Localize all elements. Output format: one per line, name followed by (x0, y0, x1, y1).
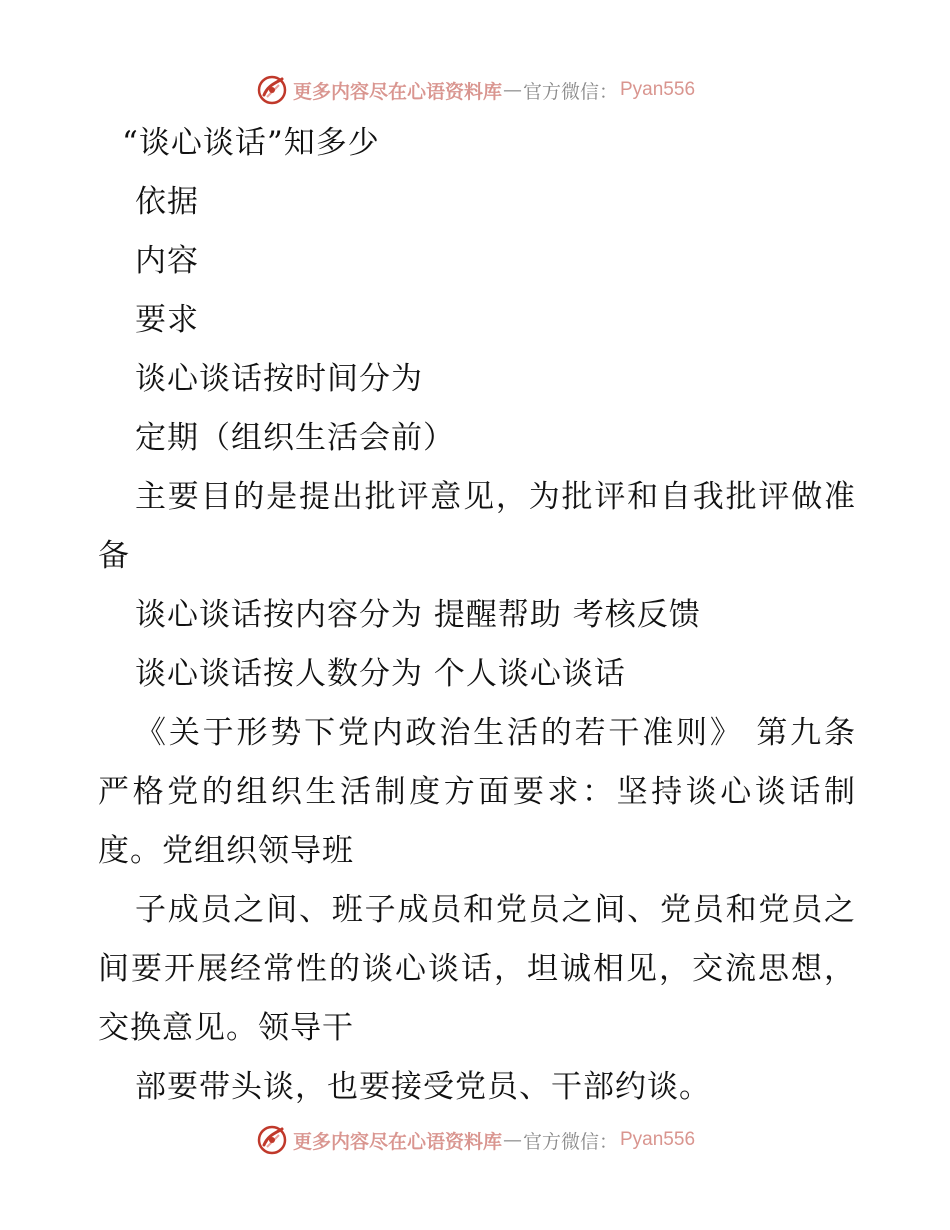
watermark-brand-text: 更多内容尽在心语资料库 (292, 1130, 502, 1153)
paragraph-purpose: 主要目的是提出批评意见，为批评和自我批评做准备 (98, 479, 856, 574)
document-title: “谈心谈话”知多少 (122, 125, 380, 161)
watermark-brand-text: 更多内容尽在心语资料库 (292, 80, 502, 103)
watermark-wechat-id: Pyan556 (620, 1129, 696, 1150)
line-by-content: 谈心谈话按内容分为 提醒帮助 考核反馈 (135, 597, 701, 633)
line-requirements: 要求 (135, 302, 199, 338)
line-basis: 依据 (135, 184, 199, 220)
document-body (98, 114, 856, 1117)
watermark-dash: — (502, 1129, 522, 1151)
watermark-wechat-id: Pyan556 (620, 79, 696, 100)
watermark-dash: — (502, 79, 522, 101)
paragraph-rule-3: 部要带头谈，也要接受党员、干部约谈。 (135, 1069, 711, 1105)
paragraph-rule-2: 子成员之间、班子成员和党员之间、党员和党员之间要开展经常性的谈心谈话，坦诚相见，交流思想，交换意见。领导干 (98, 892, 856, 1046)
line-periodic: 定期（组织生活会前） (135, 420, 455, 456)
watermark-wechat-label: 官方微信： (522, 1130, 618, 1153)
paragraph-rule-1: 《关于形势下党内政治生活的若干准则》 第九条 严格党的组织生活制度方面要求：坚持谈心谈话制度。党组织领导班 (98, 715, 856, 869)
line-by-time: 谈心谈话按时间分为 (135, 361, 423, 397)
footer-watermark (0, 1120, 950, 1160)
brand-logo-icon (255, 1123, 289, 1157)
header-watermark (0, 70, 950, 110)
line-by-people: 谈心谈话按人数分为 个人谈心谈话 (135, 656, 626, 692)
brand-logo-icon (255, 73, 289, 107)
watermark-wechat-label: 官方微信： (522, 80, 618, 103)
line-content: 内容 (135, 243, 199, 279)
